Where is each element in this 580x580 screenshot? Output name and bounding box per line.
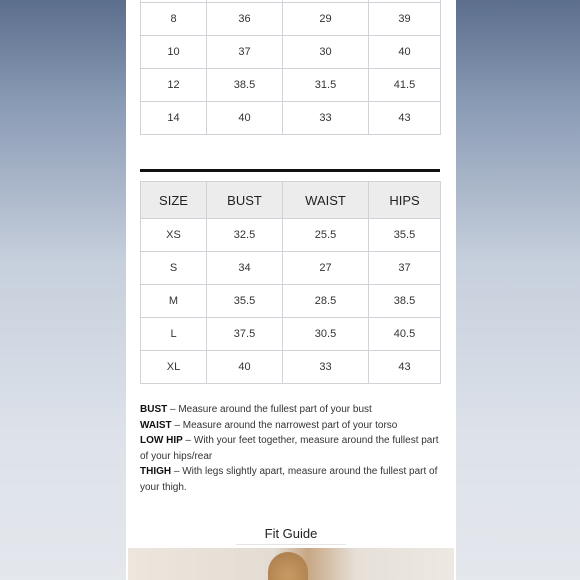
size-chart-page bbox=[126, 0, 456, 580]
table-cell: 37.5 bbox=[207, 318, 283, 351]
section-divider bbox=[140, 169, 440, 172]
table-row bbox=[141, 351, 441, 384]
table-cell: 33 bbox=[283, 102, 369, 135]
table-cell: 37 bbox=[207, 36, 283, 69]
table-cell: 40 bbox=[369, 36, 441, 69]
table-row bbox=[141, 318, 441, 351]
table-cell: 38.5 bbox=[369, 285, 441, 318]
column-header-hips: HIPS bbox=[369, 182, 441, 219]
measurement-notes bbox=[140, 402, 440, 495]
table-cell: 27 bbox=[283, 252, 369, 285]
table-cell: 25.5 bbox=[283, 219, 369, 252]
table-row bbox=[141, 102, 441, 135]
table-cell: 35.5 bbox=[369, 219, 441, 252]
table-cell: 43 bbox=[369, 102, 441, 135]
column-header-waist: WAIST bbox=[283, 182, 369, 219]
table-cell: 12 bbox=[141, 69, 207, 102]
table-cell: 28.5 bbox=[283, 285, 369, 318]
fit-guide-underline bbox=[236, 544, 346, 545]
note-waist bbox=[140, 418, 440, 434]
note-low-hip bbox=[140, 433, 440, 464]
table-cell: 35.5 bbox=[207, 285, 283, 318]
note-text: – Measure around the fullest part of your bust bbox=[167, 404, 372, 415]
table-cell: 29 bbox=[283, 3, 369, 36]
size-table-letter bbox=[140, 181, 441, 384]
table-cell: 40 bbox=[207, 102, 283, 135]
table-cell: 30 bbox=[283, 36, 369, 69]
table-header-row bbox=[141, 182, 441, 219]
note-term: WAIST bbox=[140, 419, 172, 431]
table-cell: L bbox=[141, 318, 207, 351]
table-cell: 40 bbox=[207, 351, 283, 384]
table-row bbox=[141, 285, 441, 318]
note-thigh bbox=[140, 464, 440, 495]
size-table-numeric bbox=[140, 0, 441, 135]
table-row bbox=[141, 3, 441, 36]
table-cell: 33 bbox=[283, 351, 369, 384]
note-term: LOW HIP bbox=[140, 435, 183, 446]
note-bust bbox=[140, 402, 440, 418]
table-cell: 31.5 bbox=[283, 69, 369, 102]
table-cell: XL bbox=[141, 351, 207, 384]
table-cell: 10 bbox=[141, 36, 207, 69]
column-header-size: SIZE bbox=[141, 182, 207, 219]
table-cell: 39 bbox=[369, 3, 441, 36]
table-row bbox=[141, 219, 441, 252]
table-row bbox=[141, 252, 441, 285]
note-term: THIGH bbox=[140, 466, 172, 477]
table-cell: M bbox=[141, 285, 207, 318]
table-cell: S bbox=[141, 252, 207, 285]
table-cell: 38.5 bbox=[207, 69, 283, 102]
table-cell: 40.5 bbox=[369, 318, 441, 351]
table-row bbox=[141, 69, 441, 102]
column-header-bust: BUST bbox=[207, 182, 283, 219]
table-cell: XS bbox=[141, 219, 207, 252]
model-hair bbox=[268, 552, 308, 580]
note-text: – With your feet together, measure around the fullest part of your hips/rear bbox=[140, 435, 439, 462]
table-cell: 41.5 bbox=[369, 69, 441, 102]
table-cell: 36 bbox=[207, 3, 283, 36]
table-cell: 14 bbox=[141, 102, 207, 135]
table-row bbox=[141, 36, 441, 69]
table-cell: 37 bbox=[369, 252, 441, 285]
table-cell: 8 bbox=[141, 3, 207, 36]
fit-guide-photo bbox=[128, 548, 454, 580]
table-cell: 34 bbox=[207, 252, 283, 285]
fit-guide-title: Fit Guide bbox=[264, 526, 318, 541]
table-cell: 30.5 bbox=[283, 318, 369, 351]
note-text: – With legs slightly apart, measure around the fullest part of your thigh. bbox=[140, 466, 438, 493]
table-cell: 43 bbox=[369, 351, 441, 384]
note-text: – Measure around the narrowest part of your torso bbox=[171, 419, 398, 431]
note-term: BUST bbox=[140, 404, 168, 415]
table-cell: 32.5 bbox=[207, 219, 283, 252]
